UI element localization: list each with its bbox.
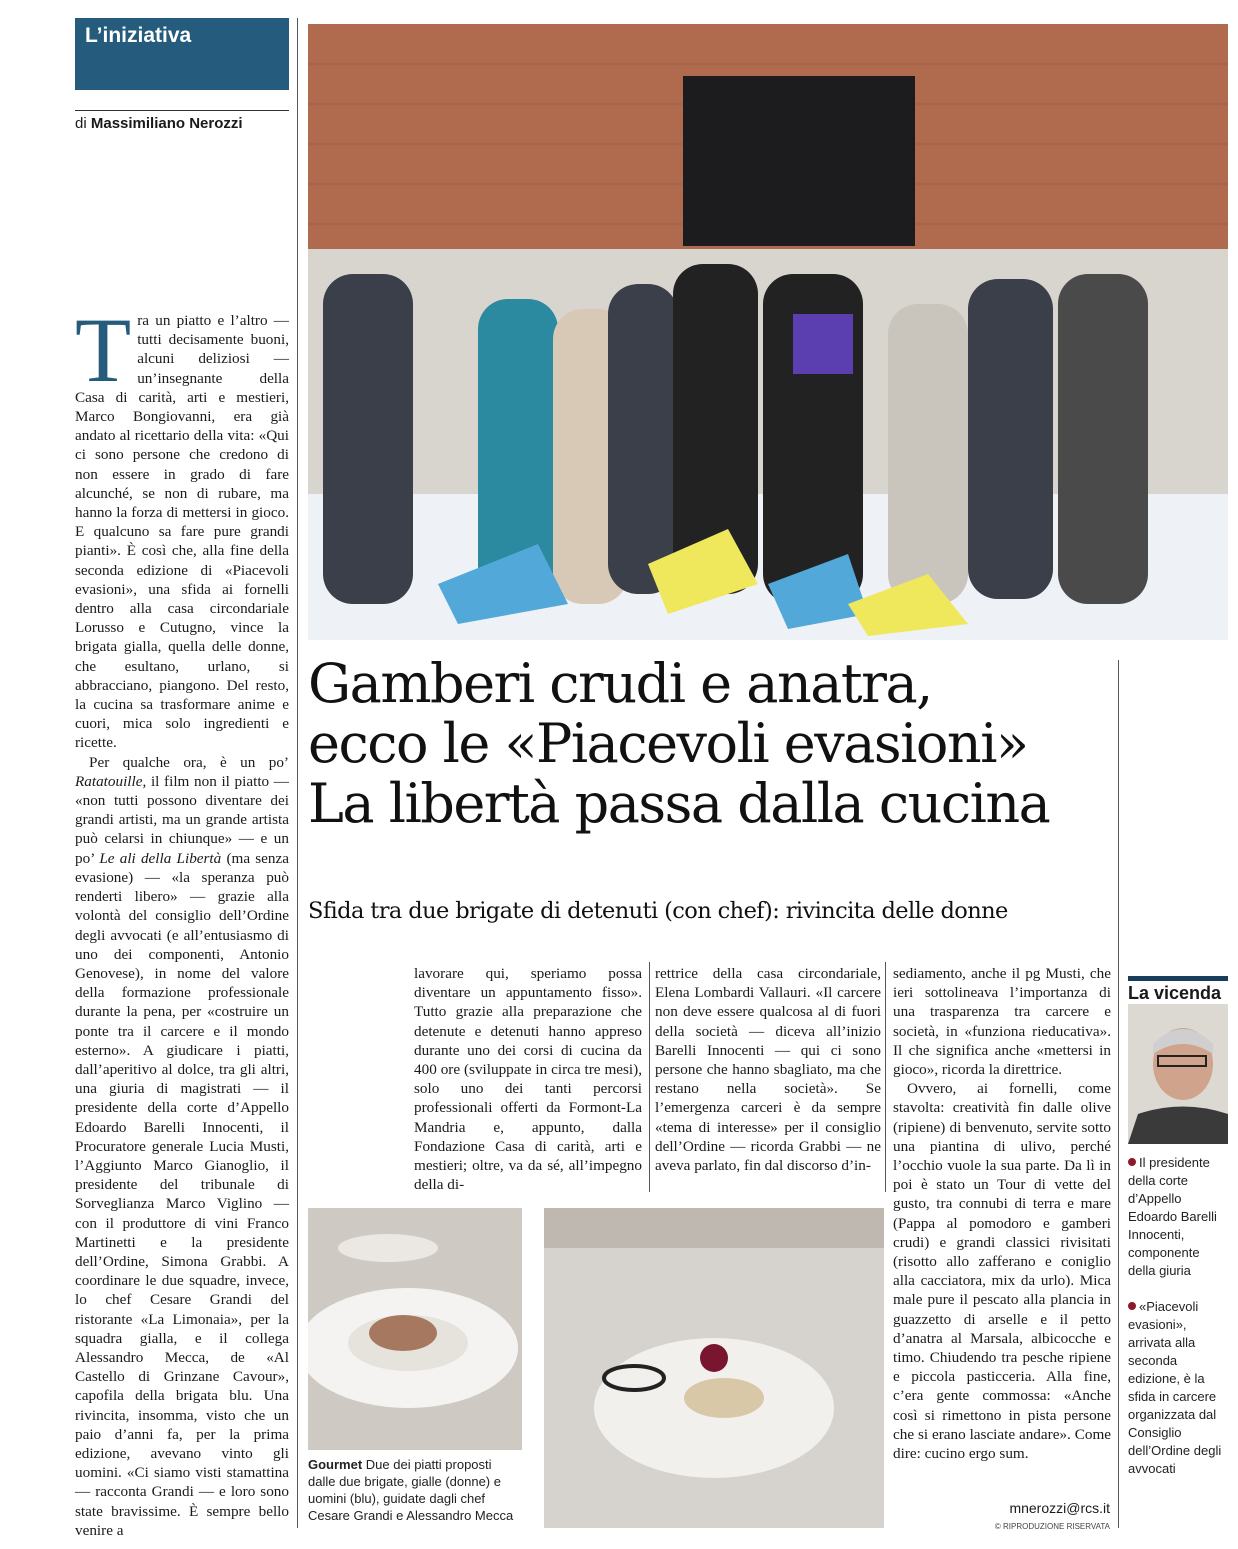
article-column-1: [75, 299, 289, 1540]
portrait-photo: [1128, 1004, 1228, 1144]
byline: [75, 110, 289, 132]
sidebar-bullet-1: [1128, 1154, 1228, 1280]
bullet-dot: [1128, 1302, 1136, 1310]
food-photo-1: [308, 1208, 522, 1450]
headline-line-2: ecco le «Piacevoli evasioni»: [308, 712, 1028, 775]
portrait-illustration: [1128, 1004, 1228, 1144]
col2-text: lavorare qui, speriamo possa diventare un appuntamento fisso». Tutto grazie alla preparazione che detenute e detenuti hanno appreso durante uno dei corsi di cucina da 400 ore (sviluppate in circa tre mesi), solo uno dei tanti percorsi professionali offerti da Formont-La Mandria e, appunto, dalla Fondazione Casa di carità, arti e mestieri; oltre, va da sé, all’impegno della di-: [414, 965, 642, 1194]
column-rule: [649, 962, 650, 1192]
col1-text: (ma senza evasione) — «la speranza può renderti libero» — grazie alla volontà del consiglio dell’Ordine degli avvocati (e all’entusiasmo di uno dei componenti, Antonio Genovese), in nome del valore della formazione professionale durante la pena, per «costruire un ponte tra il carcere e il mondo esterno». A giudicare i piatti, dall’aperitivo al dolce, tra gli altri, una giuria di magistrati — il presidente della corte d’Appello Edoardo Barelli Innocenti, il Procuratore generale Lucia Musti, l’Aggiunto Marco Gianoglio, il presidente del tribunale di Sorveglianza Marco Viglino — con il produttore di vini Franco Martinetti e la presidente dell’Ordine, Simona Grabbi. A coordinare le due squadre, invece, lo chef Cesare Grandi del ristorante «La Limonaia», per la squadra gialla, e il collega Alessandro Mecca, de «Al Castello di Grinzane Cavour», capofila della brigata blu. Una rivincita, insomma, visto che un paio d’anni fa, per la prima edizione, avevano vinto gli uomini. «Ci siamo visti stamattina — racconta Grandi — e loro sono state bravissime. È sempre bello venire a: [75, 849, 289, 1539]
col1-paragraph-1: ra un piatto e l’altro — tutti decisamente buoni, alcuni deliziosi — un’insegnante della Casa di carità, arti e mestieri, Marco Bongiovanni, era già andato al ricettario della vita: «Qui ci sono persone che credono di non essere in grado di fare alcunché, se non di rubare, ma hanno la forza di mettersi in gioco. E qualcuno sa fare pure grandi pianti». È così che, alla fine della seconda edizione di «Piacevoli evasioni», una sfida ai fornelli dentro alla casa circondariale Lorusso e Cutugno, vince la brigata gialla, quella delle donne, che esultano, urlano, si abbracciano, piangono. Del resto, la cucina sa trasformare anime e cuori, mica solo ingredienti e ricette.: [75, 312, 289, 752]
author-email: mnerozzi@rcs.it: [1009, 1500, 1110, 1516]
headline-line-3: La libertà passa dalla cucina: [308, 772, 1050, 835]
col3-text: rettrice della casa circondariale, Elena Lombardi Vallauri. «Il carcere non deve essere qualcosa al di fuori della società — diceva all’inizio Barelli Innocenti — qui ci sono persone che hanno sbagliato, ma che restano nella società». Se l’emergenza carceri è da sempre «tema di interesse» per il consiglio dell’Ordine — ricorda Grabbi — ne aveva parlato, fin dal discorso d’in-: [655, 965, 881, 1175]
article-column-4: [893, 964, 1111, 1463]
table-illustration: [544, 1208, 884, 1528]
column-rule: [885, 962, 886, 1192]
section-rubric: L’iniziativa: [75, 18, 289, 90]
film-title: Le ali della Libertà: [99, 849, 222, 867]
main-photo: [308, 24, 1228, 640]
caption-label: Gourmet: [308, 1457, 363, 1472]
food-photo-2: [544, 1208, 884, 1528]
bullet-text: Il presidente della corte d’Appello Edoardo Barelli Innocenti, componente della giuria: [1128, 1155, 1217, 1278]
col4-paragraph-1: sediamento, anche il pg Musti, che ieri sottolineava l’importanza di una trasparenza tra carcere e società, in «funziona rieducativa». Il che significa anche «mettersi in gioco», ricorda la direttrice.: [893, 965, 1111, 1079]
byline-prefix: di: [75, 115, 87, 132]
byline-author: Massimiliano Nerozzi: [90, 115, 243, 132]
article-column-2: [414, 964, 642, 1194]
col4-paragraph-2: Ovvero, ai fornelli, come stavolta: creatività fin dalle olive (ripiene) di benvenuto, servite sotto una piantina di ulivo, perché l’occhio vuole la sua parte. Da lì in poi è stato un Tour di vette del gusto, tra connubi di terra e mare (Pappa al pomodoro e gamberi crudi) e grandi classici rivisitati (risotto allo zafferano e coniglio alla cacciatora, mix da urlo). Mica male pure il pescato alla plancia in guazzetto di arselle e il petto d’anatra al Marsala, albicocche e timo. Chiudendo tra pesche ripiene e piccola pasticceria. Alla fine, c’era gente commossa: «Anche così si rimettono in pista persone che si erano lasciate andare». Come dire: cucino ergo sum.: [893, 1080, 1111, 1463]
plate-illustration: [308, 1208, 522, 1450]
drop-cap: T: [75, 299, 132, 401]
sidebar-bullet-2: [1128, 1298, 1228, 1478]
group-photo-illustration: [308, 24, 1228, 640]
photo-caption: [308, 1456, 522, 1524]
column-rule: [1118, 660, 1119, 1528]
sidebar-title: La vicenda: [1128, 976, 1228, 1004]
bullet-dot: [1128, 1158, 1136, 1166]
bullet-text: «Piacevoli evasioni», arrivata alla seconda edizione, è la sfida in carcere organizzata dal Consiglio dell’Ordine degli avvocati: [1128, 1299, 1222, 1476]
subheadline: Sfida tra due brigate di detenuti (con chef): rivincita delle donne: [308, 898, 1008, 924]
caption-text: Due dei piatti proposti dalle due brigate, gialle (donne) e uomini (blu), guidate dagli chef Cesare Grandi e Alessandro Mecca: [308, 1457, 514, 1523]
column-rule: [297, 18, 298, 1528]
col1-text: Per qualche ora, è un po’: [89, 753, 289, 771]
headline-line-1: Gamberi crudi e anatra,: [308, 652, 932, 715]
col1-text: , il film non il piatto — «non tutti possono diventare dei grandi artisti, ma un grande artista può celarsi in chiunque» — e un po’: [75, 772, 289, 867]
film-title: Ratatouille: [75, 772, 143, 790]
copyright-notice: © RIPRODUZIONE RISERVATA: [994, 1522, 1110, 1531]
article-column-3: [655, 964, 881, 1175]
headline: [308, 654, 1118, 834]
